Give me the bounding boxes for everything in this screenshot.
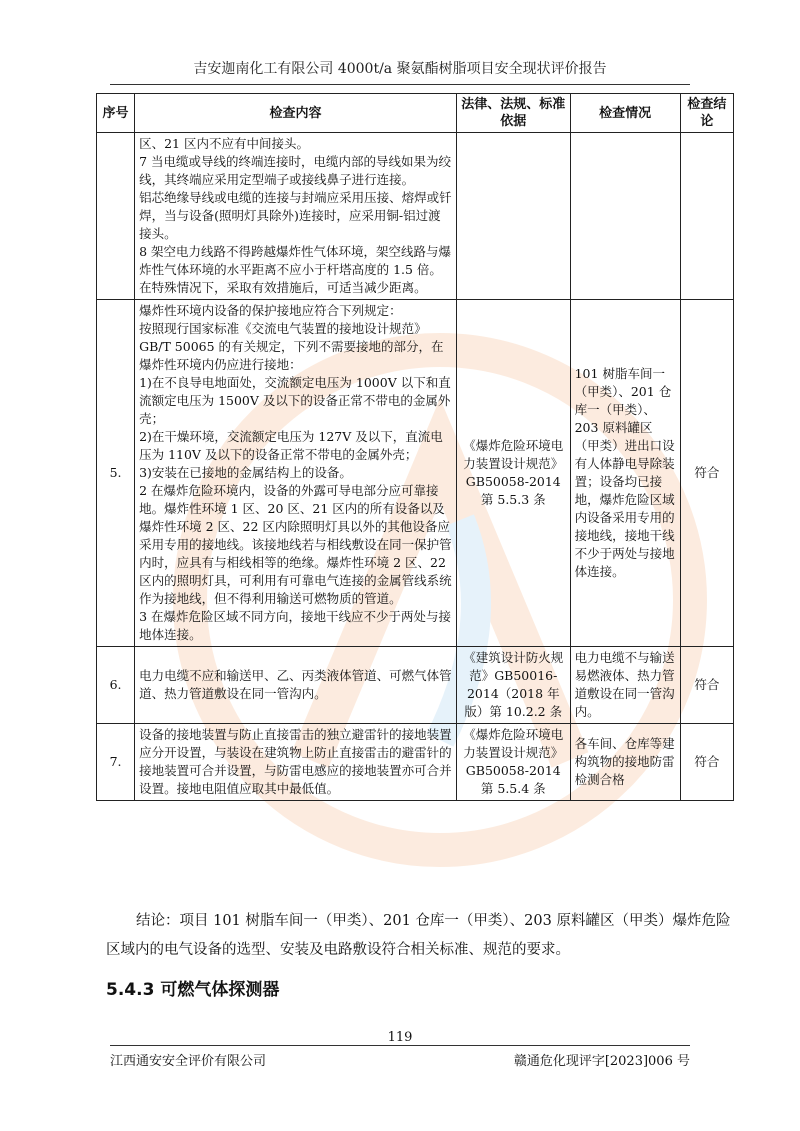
content-paragraph: 2)在干燥环境，交流额定电压为 127V 及以下，直流电压为 110V 及以下的设备正常不带电的金属外壳； <box>139 429 443 462</box>
row-number: 5. <box>97 300 135 647</box>
table-header-row <box>97 94 734 133</box>
inspection-content <box>135 133 457 300</box>
content-paragraph: 3)安装在已接地的金属结构上的设备。 <box>139 465 352 480</box>
inspection-result: 符合 <box>680 647 733 724</box>
col-header-basis: 法律、法规、标准依据 <box>456 94 570 133</box>
inspection-status <box>570 133 680 300</box>
standard-basis: 《爆炸危险环境电力装置设计规范》GB50058-2014 第 5.5.3 条 <box>456 300 570 647</box>
content-paragraph: 设备的接地装置与防止直接雷击的独立避雷针的接地装置应分开设置，与装设在建筑物上防止直接雷击的避雷针的接地装置可合并设置，与防雷电感应的接地装置亦可合并设置。接地电阻值应取其中最低值。 <box>139 727 452 796</box>
content-paragraph: 按照现行国家标准《交流电气装置的接地设计规范》GB/T 50065 的有关规定，下列不需要接地的部分，在爆炸性环境内仍应进行接地： <box>139 321 444 372</box>
footer-report-number: 赣通危化现评字[2023]006 号 <box>513 1054 690 1069</box>
table-row <box>97 647 734 724</box>
col-header-content: 检查内容 <box>135 94 457 133</box>
inspection-result <box>680 133 733 300</box>
page-number: 119 <box>387 1030 413 1045</box>
content-paragraph: 铝芯绝缘导线或电缆的连接与封端应采用压接、熔焊或钎焊，当与设备(照明灯具除外)连接时，应采用铜-铝过渡接头。 <box>139 190 452 241</box>
content-paragraph: 爆炸性环境内设备的保护接地应符合下列规定： <box>139 303 402 318</box>
table-row <box>97 133 734 300</box>
inspection-content <box>135 300 457 647</box>
report-title: 吉安迦南化工有限公司 4000t/a 聚氨酯树脂项目安全现状评价报告 <box>193 61 607 77</box>
content-paragraph: 1)在不良导电地面处，交流额定电压为 1000V 以下和直流额定电压为 1500V 及以下的设备正常不带电的金属外壳； <box>139 375 451 426</box>
inspection-table <box>96 93 734 801</box>
section-heading: 5.4.3 可燃气体探测器 <box>106 980 280 1000</box>
inspection-status: 各车间、仓库等建构筑物的接地防雷检测合格 <box>570 724 680 801</box>
inspection-result: 符合 <box>680 724 733 801</box>
inspection-status: 101 树脂车间一（甲类）、201 仓库一（甲类）、203 原料罐区（甲类）进出口设有人体静电导除装置；设备均已接地，爆炸危险区域内设备采用专用的接地线，接地干线不少于两处与接地体连接。 <box>570 300 680 647</box>
conclusion-paragraph: 结论：项目 101 树脂车间一（甲类）、201 仓库一（甲类）、203 原料罐区（甲类）爆炸危险区域内的电气设备的选型、安装及电路敷设符合相关标准、规范的要求。 <box>106 913 731 958</box>
footer-company: 江西通安安全评价有限公司 <box>110 1054 267 1069</box>
standard-basis <box>456 133 570 300</box>
page-header <box>110 58 690 85</box>
inspection-result: 符合 <box>680 300 733 647</box>
row-number: 7. <box>97 724 135 801</box>
page-footer <box>110 1045 690 1069</box>
content-paragraph: 电力电缆不应和输送甲、乙、丙类液体管道、可燃气体管道、热力管道敷设在同一管沟内。 <box>139 668 452 701</box>
row-number <box>97 133 135 300</box>
col-header-status: 检查情况 <box>570 94 680 133</box>
content-paragraph: 区、21 区内不应有中间接头。 <box>139 136 309 151</box>
standard-basis: 《建筑设计防火规范》GB50016-2014（2018 年版）第 10.2.2 条 <box>456 647 570 724</box>
content-paragraph: 3 在爆炸危险区域不同方向，接地干线应不少于两处与接地体连接。 <box>139 609 452 642</box>
content-paragraph: 8 架空电力线路不得跨越爆炸性气体环境，架空线路与爆炸性气体环境的水平距离不应小于杆塔高度的 1.5 倍。在特殊情况下，采取有效措施后，可适当减少距离。 <box>139 244 452 295</box>
inspection-content <box>135 647 457 724</box>
inspection-content <box>135 724 457 801</box>
table-row <box>97 724 734 801</box>
table-row <box>97 300 734 647</box>
standard-basis: 《爆炸危险环境电力装置设计规范》GB50058-2014 第 5.5.4 条 <box>456 724 570 801</box>
row-number: 6. <box>97 647 135 724</box>
col-header-no: 序号 <box>97 94 135 133</box>
inspection-status: 电力电缆不与输送易燃液体、热力管道敷设在同一管沟内。 <box>570 647 680 724</box>
col-header-result: 检查结论 <box>680 94 733 133</box>
content-paragraph: 2 在爆炸危险环境内，设备的外露可导电部分应可靠接地。爆炸性环境 1 区、20 区、21 区内的所有设备以及爆炸性环境 2 区、22 区内除照明灯具以外的其他设备应采用专用的接地线。该接地线若与相线敷设在同一保护管内时，应具有与相线相等的绝缘。爆炸性环境 2 区、22 区内的照明灯具，可利用有可靠电气连接的金属管线系统作为接地线，但不得利用输送可燃物质的管道。 <box>139 483 452 606</box>
content-paragraph: 7 当电缆或导线的终端连接时，电缆内部的导线如果为绞线，其终端应采用定型端子或接线鼻子进行连接。 <box>139 154 452 187</box>
